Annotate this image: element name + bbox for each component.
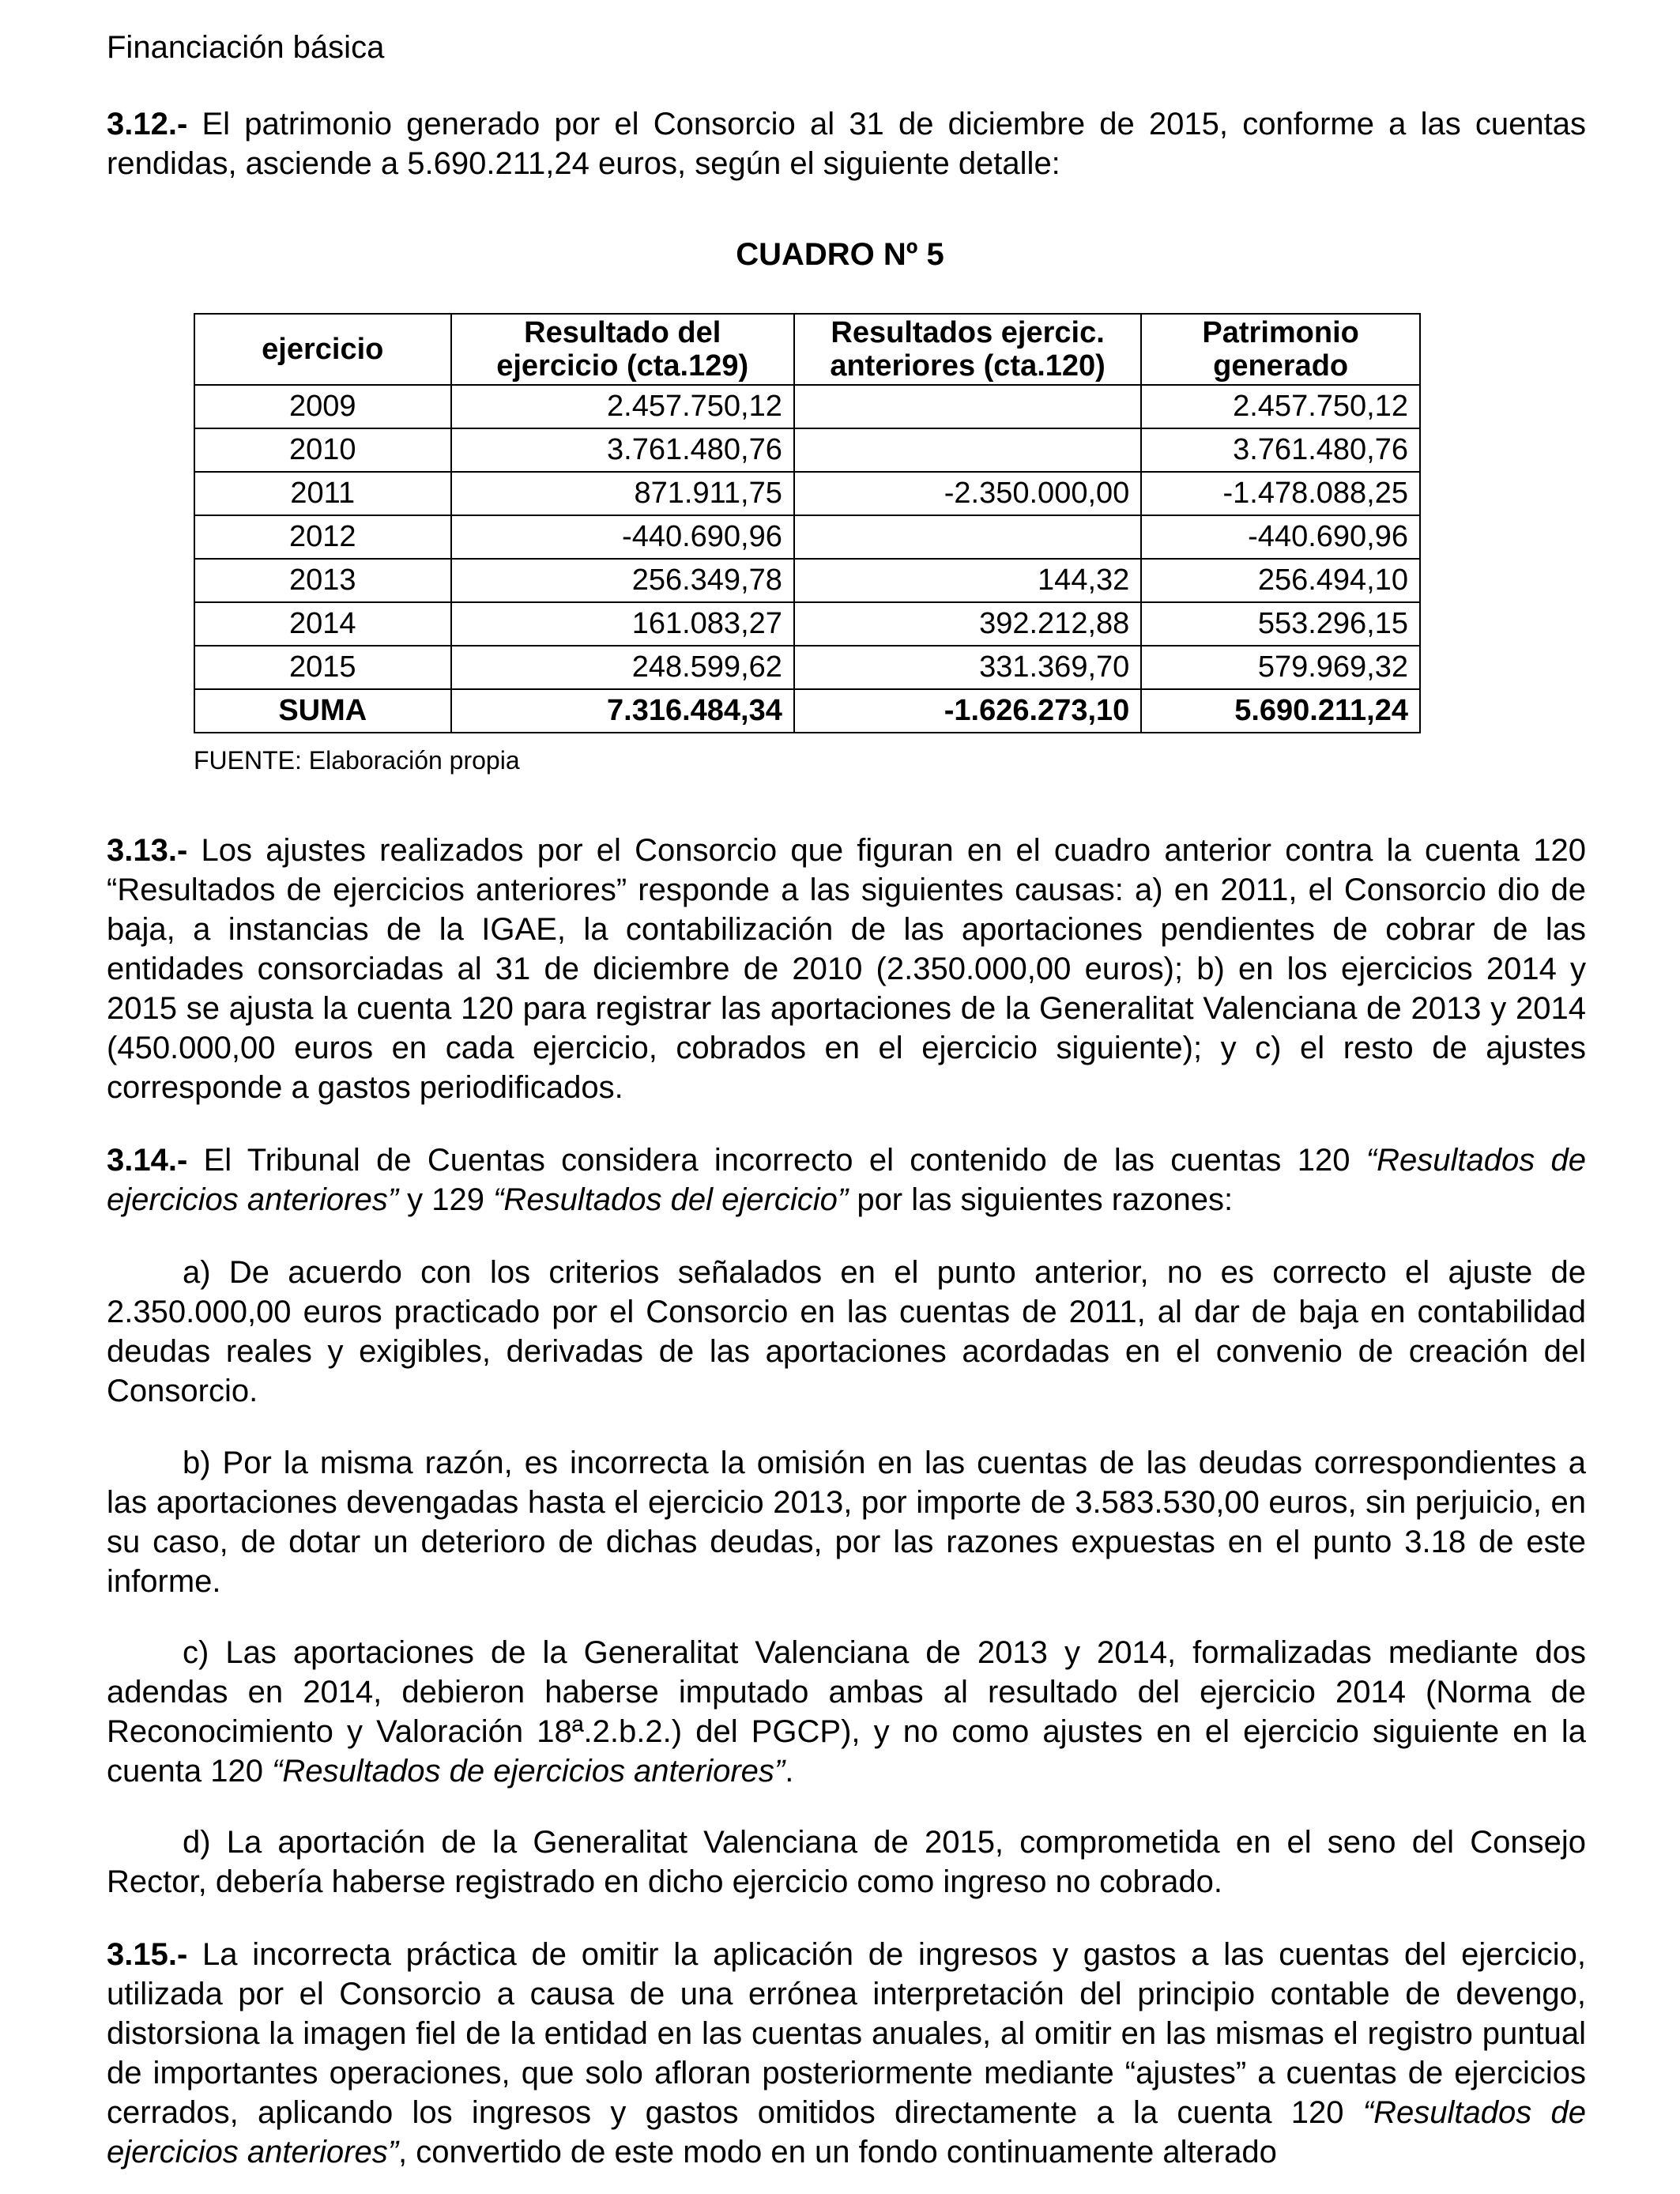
column-header-ejercicio: ejercicio: [194, 314, 451, 385]
paragraph-text: y 129: [398, 1182, 494, 1217]
cell-anteriores: 392.212,88: [794, 602, 1141, 646]
column-header-resultados-anteriores: Resultados ejercic. anteriores (cta.120): [794, 314, 1141, 385]
column-header-resultado-ejercicio: Resultado del ejercicio (cta.129): [451, 314, 794, 385]
cell-year: 2010: [194, 428, 451, 472]
table-row: [194, 602, 1420, 646]
cell-total-label: SUMA: [194, 689, 451, 733]
cell-total-patrimonio: 5.690.211,24: [1141, 689, 1420, 733]
table-row: [194, 559, 1420, 602]
paragraph-number: 3.14.-: [107, 1143, 188, 1178]
cell-resultado: 2.457.750,12: [451, 385, 794, 428]
cell-patrimonio: 256.494,10: [1141, 559, 1420, 602]
italic-account-name: “Resultados de ejercicios anteriores”: [107, 1143, 1587, 1217]
paragraph-3-12: [107, 104, 1586, 183]
paragraph-b: b) Por la misma razón, es incorrecta la omisión en las cuentas de las deudas correspondientes a las aportaciones devengadas hasta el ejercicio 2013, por importe de 3.583.530,00 euros, sin perjuicio, en su caso, de dotar un deterioro de dichas deudas, por las razones expuestas en el punto 3.18 de este informe.: [107, 1446, 1586, 1599]
paragraph-text: , convertido de este modo en un fondo continuamente alterado: [398, 2135, 1277, 2169]
table-row: [194, 385, 1420, 428]
cell-year: 2014: [194, 602, 451, 646]
cell-year: 2011: [194, 472, 451, 515]
paragraph-3-14: [107, 1140, 1586, 1220]
table-row: [194, 646, 1420, 689]
table-source: FUENTE: Elaboración propia: [194, 746, 520, 775]
table-row: [194, 472, 1420, 515]
cell-anteriores: [794, 428, 1141, 472]
cell-anteriores: [794, 515, 1141, 559]
table-header-row: [194, 314, 1420, 385]
paragraph-text: La incorrecta práctica de omitir la aplicación de ingresos y gastos a las cuentas del ejercicio, utilizada por el Consorcio a causa de una errónea interpretación del principio contable de devengo, distorsiona la imagen fiel de la entidad en las cuentas anuales, al omitir en las mismas el registro puntual de importantes operaciones, que solo afloran posteriormente mediante “ajustes” a cuentas de ejercicios cerrados, aplicando los ingresos y gastos omitidos directamente a la cuenta 120: [107, 1937, 1586, 2130]
column-header-patrimonio: Patrimonio generado: [1141, 314, 1420, 385]
cell-total-anteriores: -1.626.273,10: [794, 689, 1141, 733]
paragraph-text: por las siguientes razones:: [848, 1182, 1234, 1217]
cell-resultado: 3.761.480,76: [451, 428, 794, 472]
paragraph-d: d) La aportación de la Generalitat Valenciana de 2015, comprometida en el seno del Consejo Rector, debería haberse registrado en dicho ejercicio como ingreso no cobrado.: [107, 1825, 1586, 1899]
paragraph-text: .: [785, 1754, 794, 1789]
paragraph-c: [107, 1633, 1586, 1791]
cell-patrimonio: 2.457.750,12: [1141, 385, 1420, 428]
paragraph-a: a) De acuerdo con los criterios señalados en el punto anterior, no es correcto el ajuste de 2.350.000,00 euros practicado por el Consorcio en las cuentas de 2011, al dar de baja en contabilidad deudas reales y exigibles, derivadas de las aportaciones acordadas en el convenio de creación del Consorcio.: [107, 1255, 1586, 1408]
cell-total-resultado: 7.316.484,34: [451, 689, 794, 733]
cell-resultado: 256.349,78: [451, 559, 794, 602]
italic-account-name: “Resultados de ejercicios anteriores”: [272, 1754, 785, 1789]
paragraph-number: 3.13.-: [107, 833, 188, 868]
paragraph-3-15: [107, 1935, 1586, 2172]
cell-resultado: 248.599,62: [451, 646, 794, 689]
paragraph-number: 3.12.-: [107, 107, 188, 141]
cell-resultado: -440.690,96: [451, 515, 794, 559]
patrimonio-table: [194, 313, 1421, 733]
table-title: CUADRO Nº 5: [736, 237, 944, 272]
cell-anteriores: -2.350.000,00: [794, 472, 1141, 515]
paragraph-number: 3.15.-: [107, 1937, 188, 1972]
cell-year: 2012: [194, 515, 451, 559]
cell-anteriores: 331.369,70: [794, 646, 1141, 689]
cell-resultado: 161.083,27: [451, 602, 794, 646]
cell-patrimonio: -1.478.088,25: [1141, 472, 1420, 515]
cell-year: 2015: [194, 646, 451, 689]
cell-anteriores: [794, 385, 1141, 428]
paragraph-text: El Tribunal de Cuentas considera incorrecto el contenido de las cuentas 120: [187, 1143, 1366, 1178]
table-total-row: [194, 689, 1420, 733]
cell-patrimonio: -440.690,96: [1141, 515, 1420, 559]
italic-account-name: “Resultados del ejercicio”: [493, 1182, 849, 1217]
paragraph-text: El patrimonio generado por el Consorcio al 31 de diciembre de 2015, conforme a las cuentas rendidas, asciende a 5.690.211,24 euros, según el siguiente detalle:: [107, 107, 1586, 181]
paragraph-text: c) Las aportaciones de la Generalitat Valenciana de 2013 y 2014, formalizadas mediante dos adendas en 2014, debieron haberse imputado ambas al resultado del ejercicio 2014 (Norma de Reconocimiento y Valoración 18ª.2.b.2.) del PGCP), y no como ajustes en el ejercicio siguiente en la cuenta 120: [107, 1635, 1586, 1789]
cell-patrimonio: 3.761.480,76: [1141, 428, 1420, 472]
italic-account-name: “Resultados de ejercicios anteriores”: [107, 2095, 1586, 2169]
paragraph-3-13: [107, 831, 1586, 1107]
cell-patrimonio: 553.296,15: [1141, 602, 1420, 646]
paragraph-text: Los ajustes realizados por el Consorcio que figuran en el cuadro anterior contra la cuenta 120 “Resultados de ejercicios anteriores” responde a las siguientes causas: a) en 2011, el Consorcio dio de baja, a instancias de la IGAE, la contabilización de las aportaciones pendientes de cobrar de las entidades consorciadas al 31 de diciembre de 2010 (2.350.000,00 euros); b) en los ejercicios 2014 y 2015 se ajusta la cuenta 120 para registrar las aportaciones de la Generalitat Valenciana de 2013 y 2014 (450.000,00 euros en cada ejercicio, cobrados en el ejercicio siguiente); y c) el resto de ajustes corresponde a gastos periodificados.: [107, 833, 1586, 1105]
page-header: Financiación básica: [107, 30, 385, 65]
cell-resultado: 871.911,75: [451, 472, 794, 515]
cell-year: 2009: [194, 385, 451, 428]
table-row: [194, 428, 1420, 472]
cell-year: 2013: [194, 559, 451, 602]
cell-anteriores: 144,32: [794, 559, 1141, 602]
cell-patrimonio: 579.969,32: [1141, 646, 1420, 689]
table-row: [194, 515, 1420, 559]
